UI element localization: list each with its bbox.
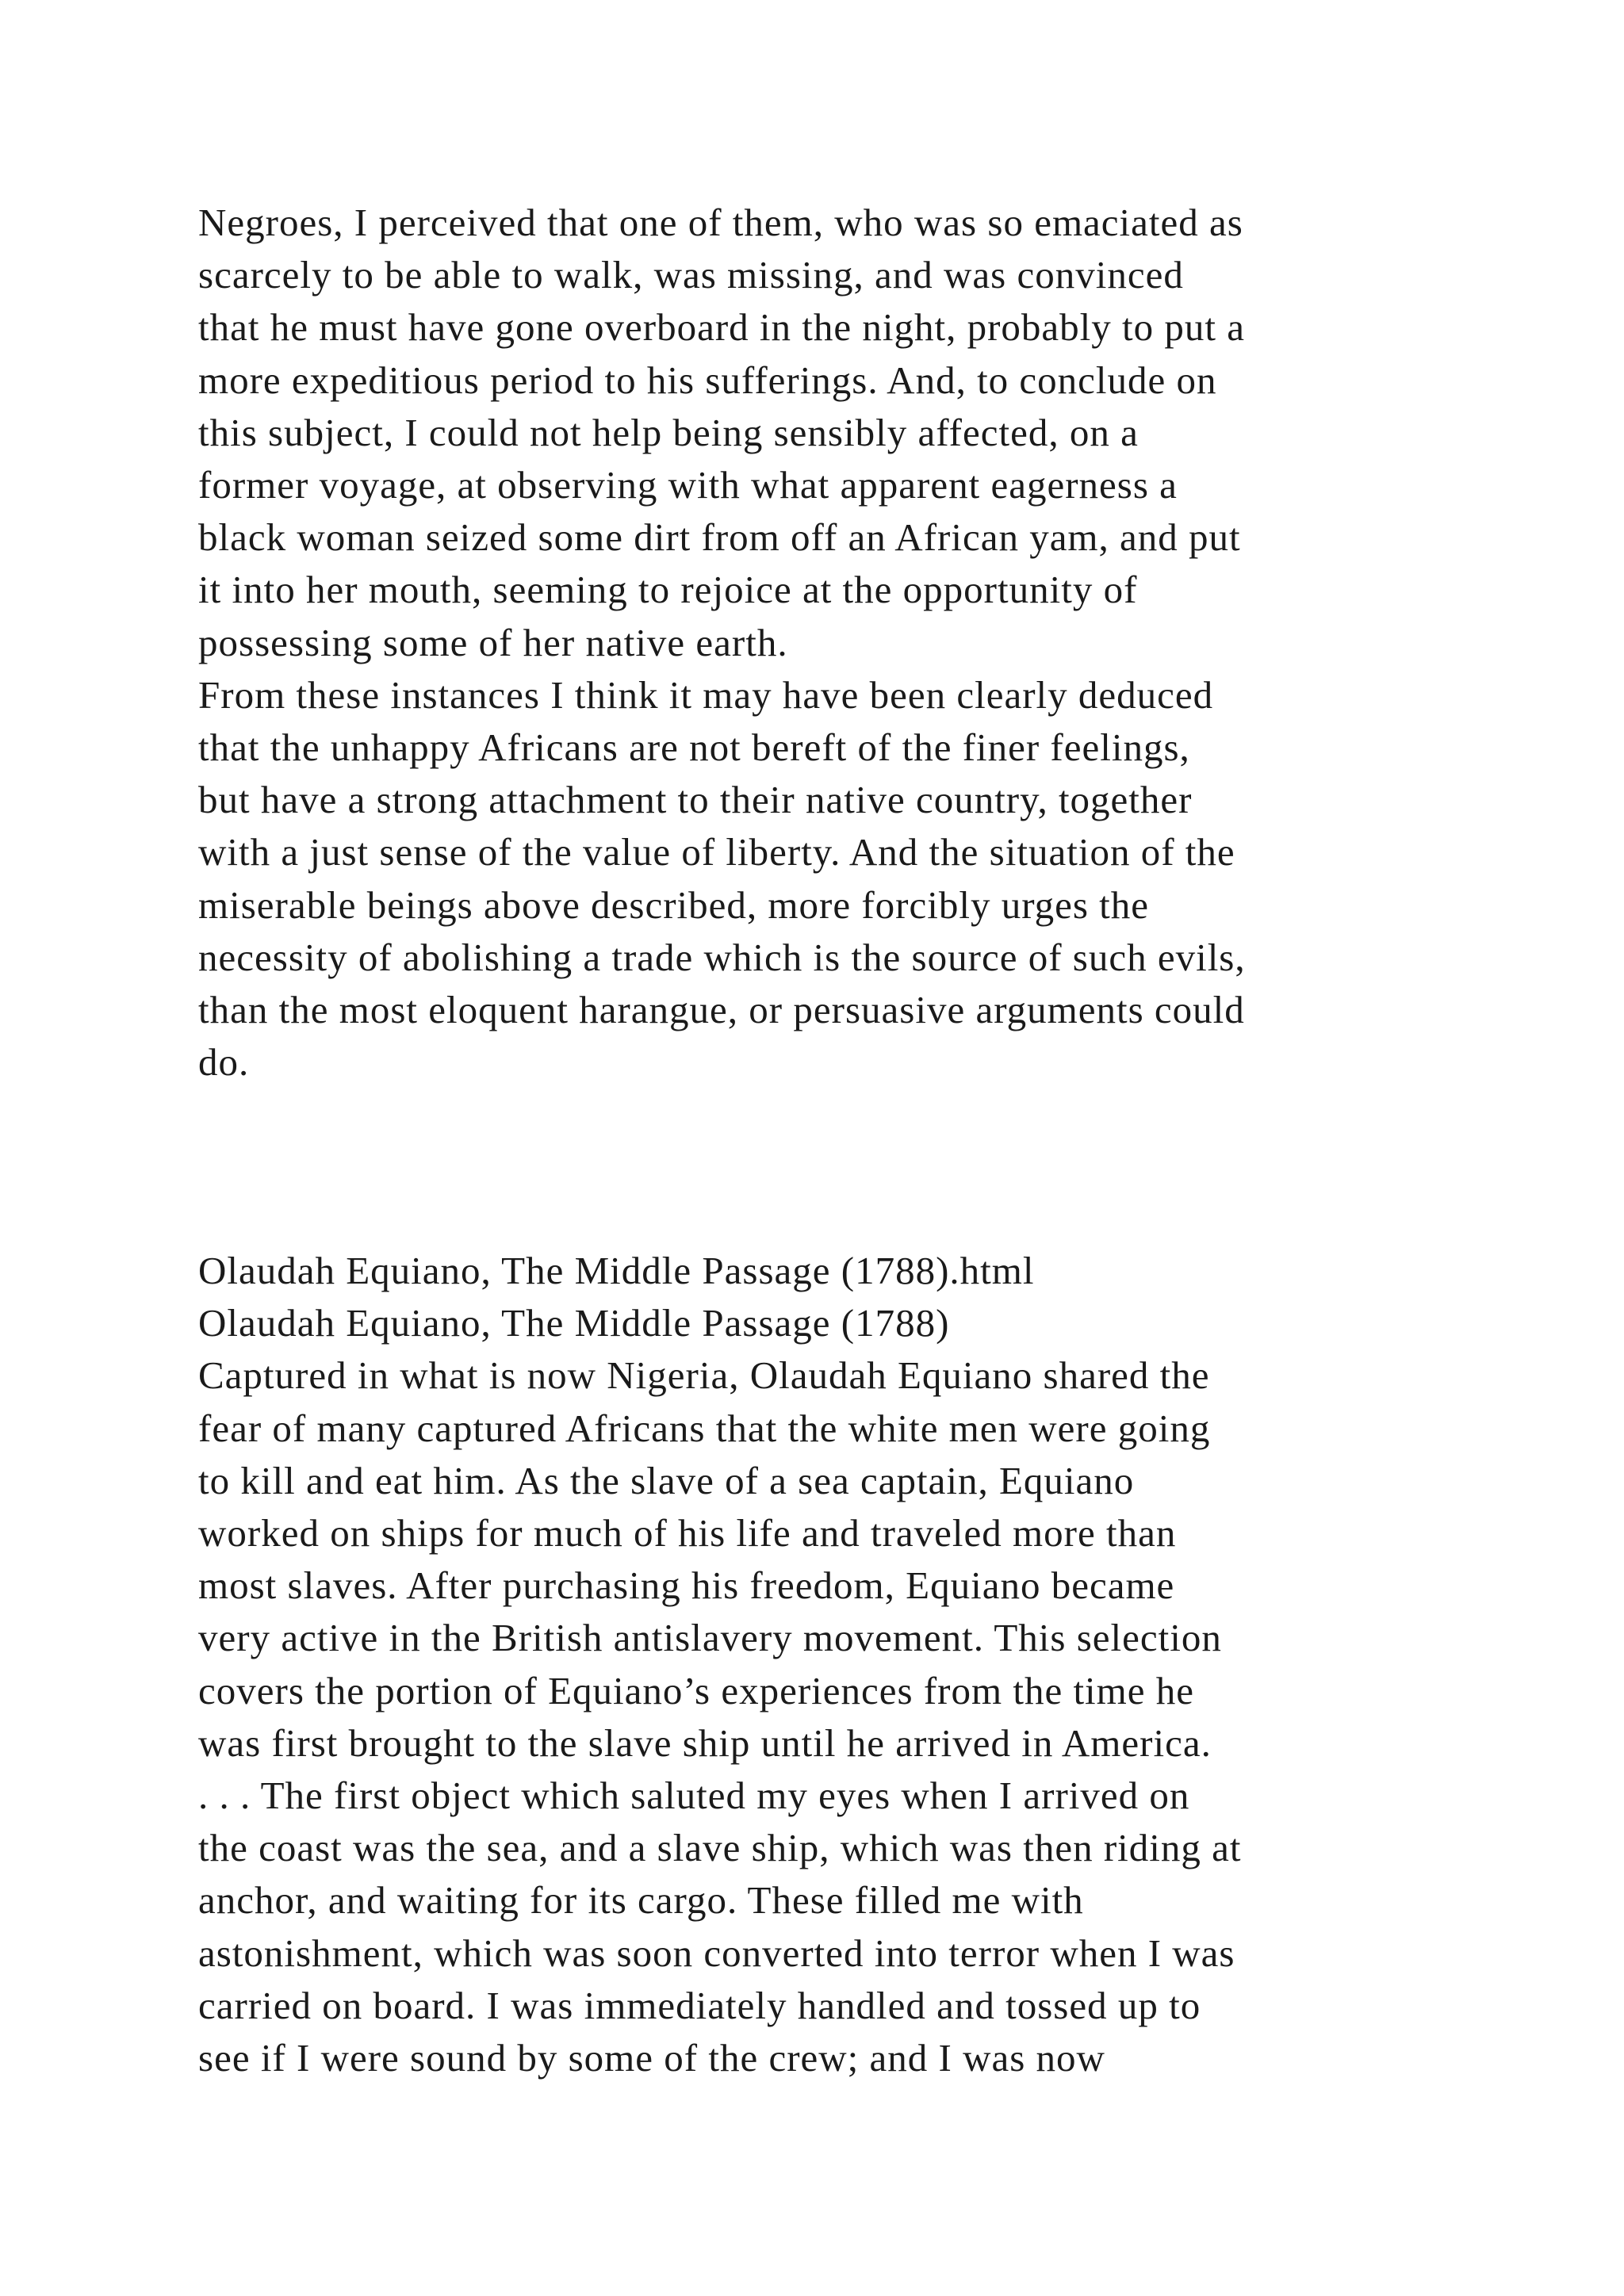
text-line: very active in the British antislavery movement. This selection [198,1616,1222,1660]
text-line: black woman seized some dirt from off an African yam, and put [198,515,1241,560]
text-line: From these instances I think it may have been clearly deduced [198,672,1214,717]
text-line: do. [198,1040,250,1085]
text-line: most slaves. After purchasing his freedom, Equiano became [198,1563,1175,1608]
text-line: it into her mouth, seeming to rejoice at the opportunity of [198,568,1138,612]
text-line: fear of many captured Africans that the white men were going [198,1406,1211,1450]
text-line: Captured in what is now Nigeria, Olaudah Equiano shared the [198,1353,1210,1398]
text-line: carried on board. I was immediately handled and tossed up to [198,1983,1201,2027]
text-line: astonishment, which was soon converted into terror when I was [198,1931,1235,1975]
text-line: than the most eloquent harangue, or persuasive arguments could [198,988,1245,1032]
text-line: that the unhappy Africans are not bereft of the finer feelings, [198,725,1190,770]
text-line: worked on ships for much of his life and traveled more than [198,1511,1177,1556]
section-title: Olaudah Equiano, The Middle Passage (1788) [198,1301,950,1345]
text-line: but have a strong attachment to their native country, together [198,778,1193,822]
text-line: more expeditious period to his sufferings. And, to conclude on [198,358,1217,402]
text-line: possessing some of her native earth. [198,620,788,664]
text-line: necessity of abolishing a trade which is the source of such evils, [198,935,1246,979]
text-line: this subject, I could not help being sensibly affected, on a [198,410,1139,454]
text-line: was first brought to the slave ship until he arrived in America. [198,1720,1212,1765]
text-line: to kill and eat him. As the slave of a sea captain, Equiano [198,1458,1135,1502]
text-line: the coast was the sea, and a slave ship, which was then riding at [198,1826,1242,1870]
file-name-line: Olaudah Equiano, The Middle Passage (1788).html [198,1249,1035,1292]
text-line: miserable beings above described, more forcibly urges the [198,882,1150,927]
text-line: anchor, and waiting for its cargo. These filled me with [198,1878,1084,1923]
text-line: see if I were sound by some of the crew; and I was now [198,2036,1105,2080]
text-line: . . . The first object which saluted my eyes when I arrived on [198,1774,1190,1818]
passage-conclusion-text [198,197,1499,1089]
text-line: that he must have gone overboard in the night, probably to put a [198,305,1246,350]
text-line: former voyage, at observing with what apparent eagerness a [198,463,1178,507]
text-line: with a just sense of the value of liberty. And the situation of the [198,830,1235,874]
text-line: Negroes, I perceived that one of them, who was so emaciated as [198,201,1243,244]
middle-passage-section [198,1245,1499,2084]
text-line: scarcely to be able to walk, was missing, and was convinced [198,253,1184,297]
text-line: covers the portion of Equiano’s experiences from the time he [198,1668,1195,1712]
